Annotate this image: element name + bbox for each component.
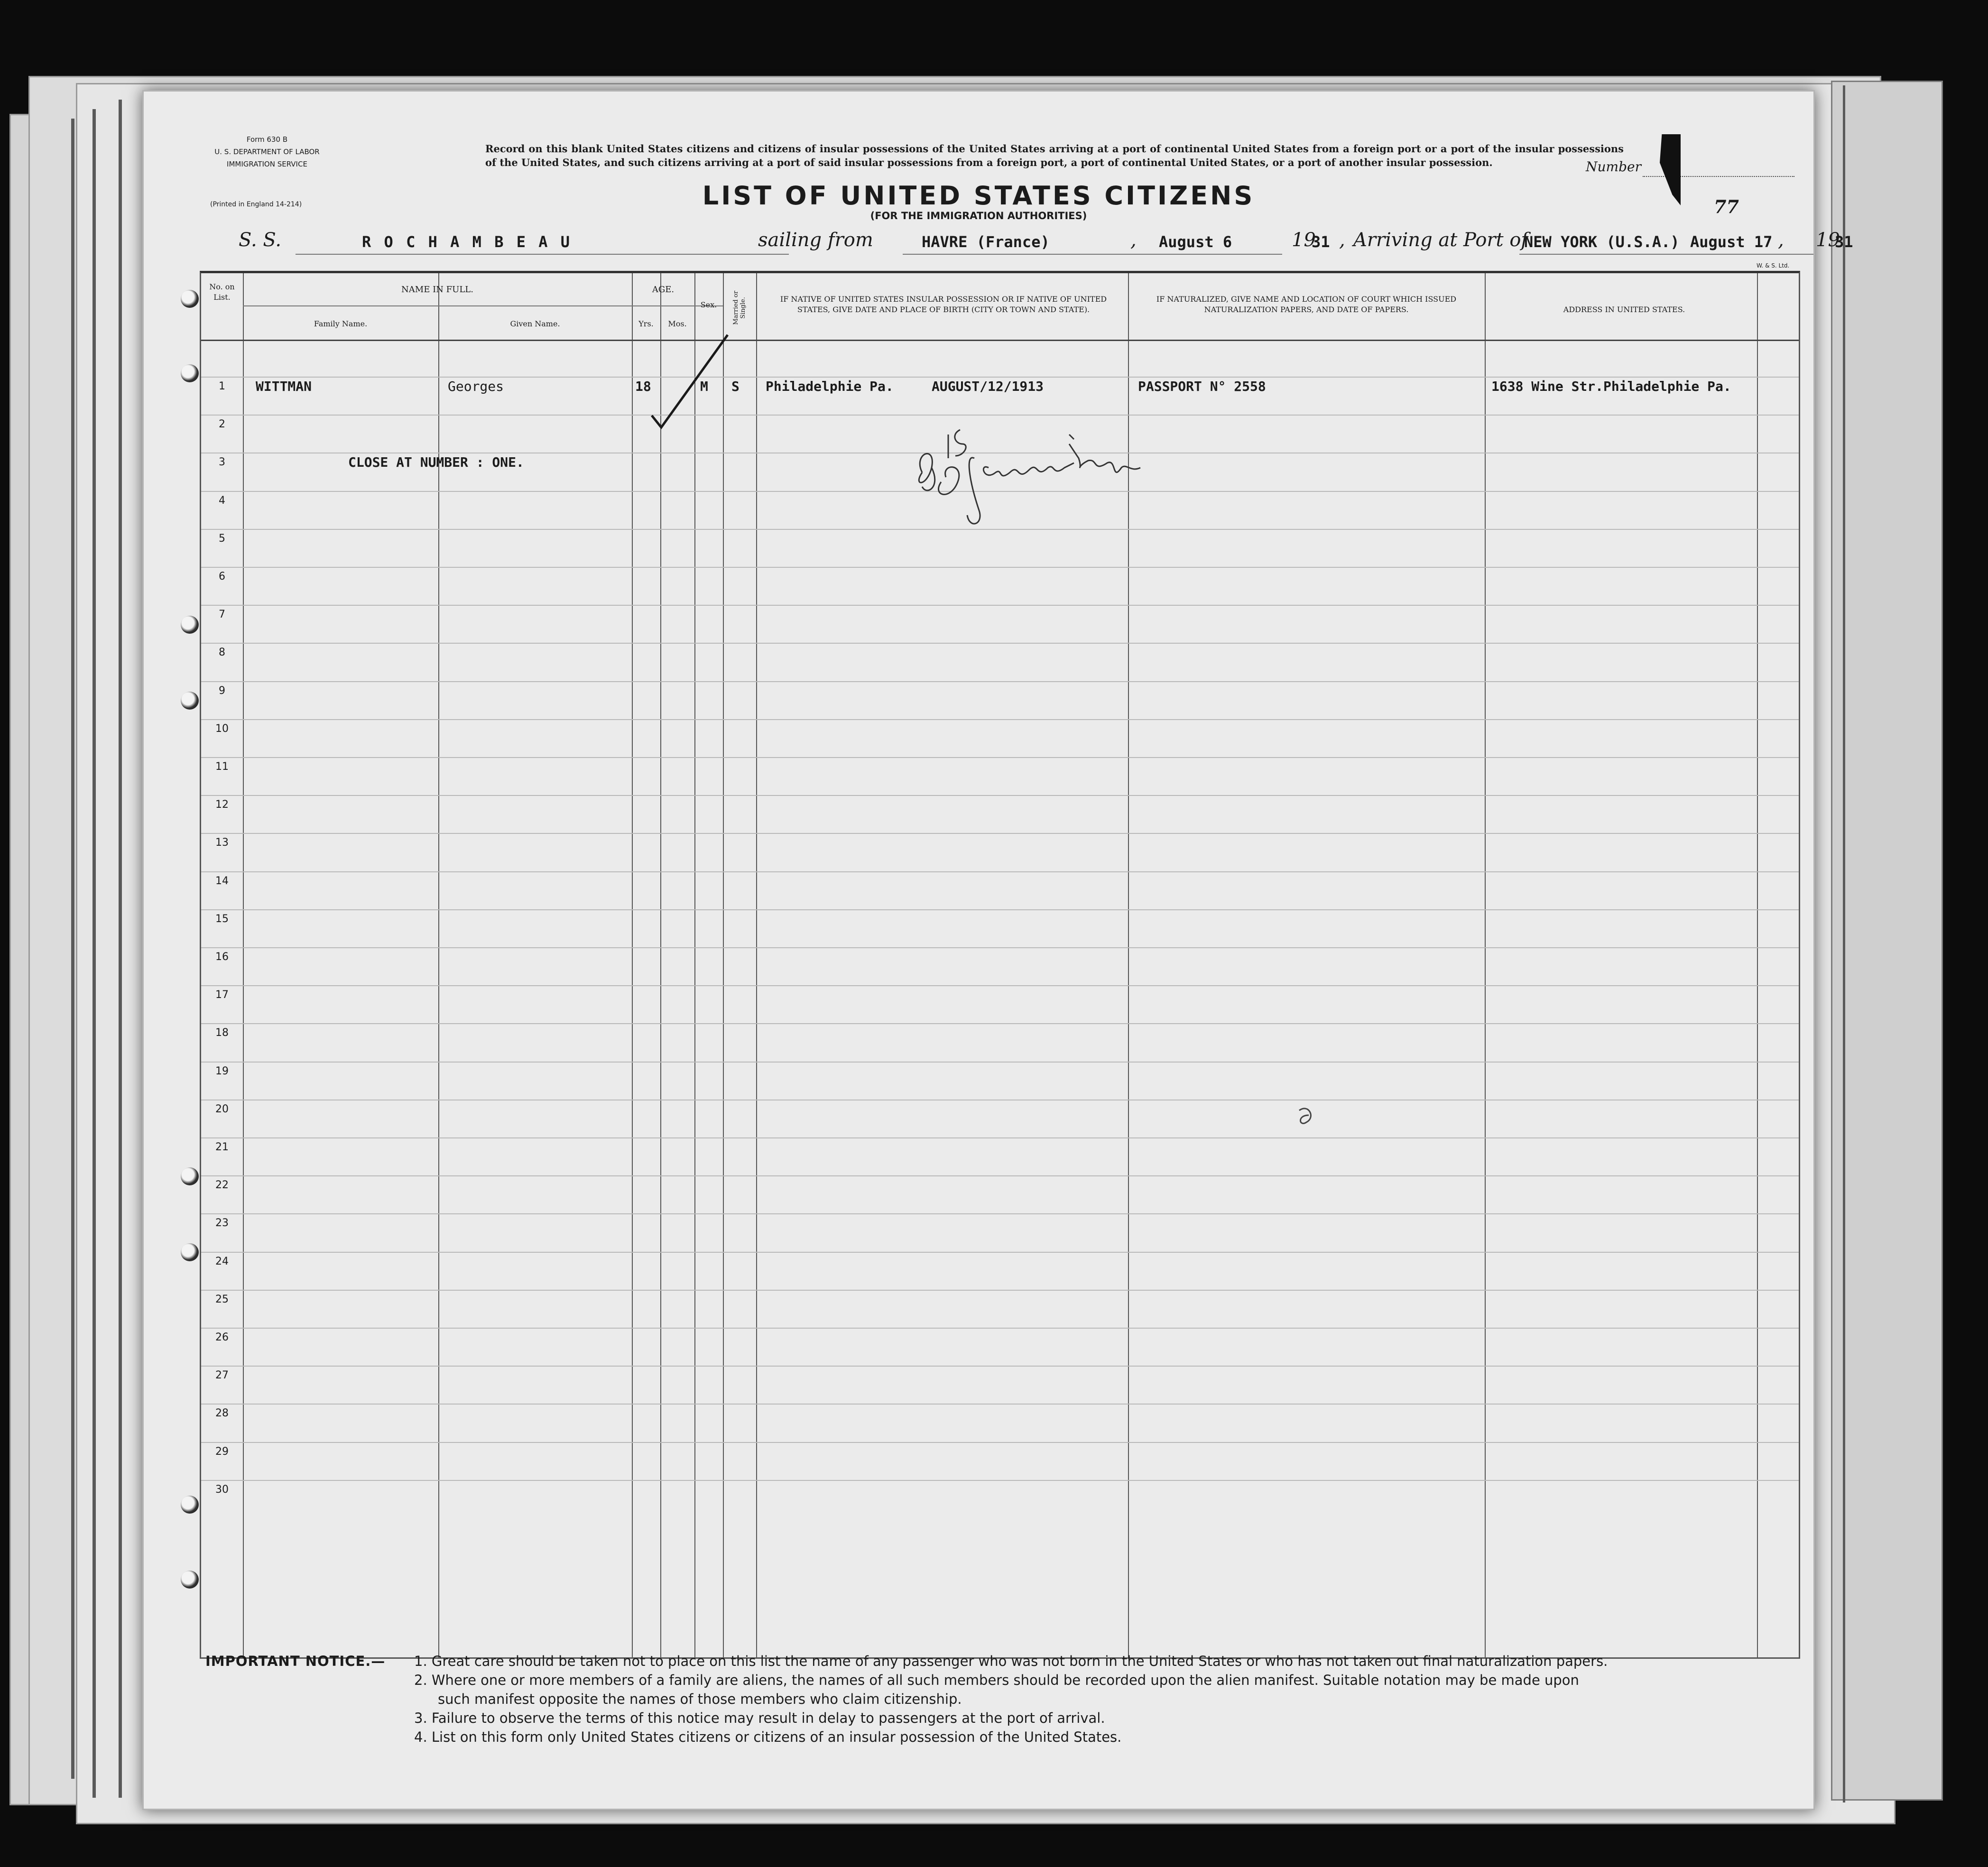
row-line (201, 1062, 1799, 1063)
column-divider (243, 273, 244, 1657)
header-name-in-full: NAME IN FULL. (401, 285, 473, 295)
row-line (201, 1442, 1799, 1443)
arrival-year: 31 (1835, 233, 1853, 251)
column-divider (694, 273, 695, 1657)
row-number: 9 (219, 684, 225, 697)
row-line (201, 719, 1799, 720)
row-number: 4 (219, 494, 225, 507)
header-birth: IF NATIVE OF UNITED STATES INSULAR POSSESSION OR IF NATIVE OF UNITED STATES, GIVE DATE AND PLACE OF BIRTH (CITY OR TOWN AND STATE). (780, 295, 1107, 314)
sailing-label: sailing from (758, 229, 873, 251)
notice-heading: IMPORTANT NOTICE.— (205, 1653, 386, 1669)
inspector-signature (903, 416, 1169, 539)
row-number: 27 (215, 1369, 229, 1382)
form-identifier (163, 133, 371, 170)
entry-given-name: Georges (448, 379, 504, 394)
notice-item-2-continued: such manifest opposite the names of those members who claim citizenship. (438, 1691, 962, 1707)
header-age: AGE. (652, 285, 675, 295)
row-line (201, 1175, 1799, 1176)
entry-sex: M (700, 379, 708, 394)
form-instructions: Record on this blank United States citizens and citizens of insular possessions of the United States arriving at a port of continental United States from a foreign port or a port of the insular possessions of the United States, and such citizens arriving at a port of said insular possessions from a foreign port, a port of continental United States, or a port of another insular possession. (485, 143, 1624, 168)
row-number: 6 (219, 571, 225, 582)
year-prefix: 19 (1816, 229, 1840, 251)
binder-hole (181, 1571, 199, 1589)
row-line (201, 1137, 1799, 1138)
departure-port: HAVRE (France) (922, 233, 1050, 251)
row-number: 29 (215, 1445, 229, 1458)
row-line (201, 833, 1799, 834)
document-subtitle: (FOR THE IMMIGRATION AUTHORITIES) (870, 210, 1087, 222)
header-given-name: Given Name. (510, 319, 560, 328)
header-no-on-list: No. on List. (209, 282, 235, 302)
ship-name: R O C H A M B E A U (362, 233, 572, 251)
ink-scribble (1292, 1101, 1325, 1129)
header-bottom-line (201, 340, 1799, 341)
row-number: 17 (215, 989, 229, 1001)
header-family-name: Family Name. (314, 319, 368, 328)
row-number: 20 (215, 1103, 229, 1115)
page-edge-line (1843, 85, 1845, 1802)
voyage-line: S. S. R O C H A M B E A U sailing from HAVRE (France) , August 6 19 31 , Arriving at Port of NEW YORK (U.S.A.) August 17 , 19 (210, 229, 1794, 262)
binder-hole (181, 692, 199, 710)
service-name: IMMIGRATION SERVICE (227, 160, 307, 168)
column-divider (723, 273, 724, 1657)
row-line (201, 985, 1799, 986)
row-line (201, 377, 1799, 378)
row-line (201, 1480, 1799, 1481)
notice-item-2: 2. Where one or more members of a family are aliens, the names of all such members should be recorded upon the alien manifest. Suitable notation may be made upon (414, 1672, 1579, 1688)
entry-address: 1638 Wine Str.Philadelphie Pa. (1491, 379, 1731, 394)
row-number: 1 (219, 380, 225, 392)
arrival-date: August 17 (1690, 233, 1773, 251)
notice-item-1: 1. Great care should be taken not to place on this list the name of any passenger who was not born in the United States or who has not taken out final naturalization papers. (414, 1653, 1608, 1669)
row-number: 30 (215, 1483, 229, 1496)
row-number: 24 (215, 1255, 229, 1267)
header-address: ADDRESS IN UNITED STATES. (1563, 305, 1685, 314)
form-number: Form 630 B (246, 135, 288, 144)
arrival-underline (1519, 254, 1813, 255)
entry-marital-status: S (731, 379, 740, 394)
row-number: 21 (215, 1141, 229, 1153)
page-edge-line (71, 119, 74, 1779)
header-married-single: Married or Single. (732, 291, 747, 325)
manifest-page (142, 90, 1853, 1810)
binder-hole (181, 1167, 199, 1185)
background-page-edge (1831, 81, 1943, 1801)
entry-birth-place: Philadelphie Pa. (766, 379, 894, 394)
printed-note: (Printed in England 14-214) (210, 201, 302, 208)
entry-family-name: WITTMAN (256, 379, 312, 394)
row-number: 10 (215, 722, 229, 735)
row-line (201, 605, 1799, 606)
row-number: 16 (215, 951, 229, 963)
page-edge-line (92, 109, 96, 1798)
document-title: LIST OF UNITED STATES CITIZENS (702, 181, 1255, 211)
column-divider (756, 273, 757, 1657)
entry-birth-date: AUGUST/12/1913 (932, 379, 1044, 394)
binder-hole (181, 1496, 199, 1514)
departure-date: August 6 (1159, 233, 1232, 251)
row-line (201, 681, 1799, 682)
arriving-label: Arriving at Port of (1353, 229, 1528, 251)
row-number: 8 (219, 647, 225, 659)
row-number: 5 (219, 532, 225, 545)
row-number: 15 (215, 913, 229, 925)
column-divider (1757, 273, 1758, 1657)
header-age-months: Mos. (668, 319, 687, 328)
notice-item-3: 3. Failure to observe the terms of this notice may result in delay to passengers at the port of arrival. (414, 1710, 1105, 1726)
row-line (201, 1290, 1799, 1291)
row-number: 26 (215, 1331, 229, 1343)
row-line (201, 567, 1799, 568)
row-number: 14 (215, 875, 229, 887)
header-subdivider (243, 305, 723, 306)
row-line (201, 1213, 1799, 1214)
row-number: 12 (215, 799, 229, 811)
header-age-years: Yrs. (638, 319, 654, 328)
page-edge-line (119, 100, 122, 1798)
header-sex: Sex. (700, 300, 717, 309)
row-number: 28 (215, 1407, 229, 1420)
column-divider (632, 273, 633, 1657)
row-line (201, 1404, 1799, 1405)
row-line (201, 757, 1799, 758)
row-line (201, 1366, 1799, 1367)
port-underline (903, 254, 1178, 255)
arrival-port: NEW YORK (U.S.A.) (1524, 233, 1680, 251)
row-number: 2 (219, 418, 225, 431)
row-line (201, 1252, 1799, 1253)
binder-hole (181, 1243, 199, 1261)
notice-item-4: 4. List on this form only United States citizens or citizens of an insular possession of the United States. (414, 1729, 1122, 1745)
number-label: Number (1586, 159, 1641, 175)
header-naturalized: IF NATURALIZED, GIVE NAME AND LOCATION OF COURT WHICH ISSUED NATURALIZATION PAPERS, AND DATE OF PAPERS. (1156, 295, 1457, 314)
binder-hole (181, 364, 199, 382)
row-number: 3 (219, 456, 225, 469)
row-number: 23 (215, 1217, 229, 1229)
year-prefix: 19 (1292, 229, 1316, 251)
row-number: 22 (215, 1179, 229, 1192)
entry-age-years: 18 (635, 379, 651, 394)
departure-year: 31 (1312, 233, 1330, 251)
ss-label: S. S. (239, 229, 282, 251)
row-line (201, 795, 1799, 796)
ship-underline (296, 254, 789, 255)
row-line (201, 643, 1799, 644)
row-number: 19 (215, 1065, 229, 1077)
row-number: 25 (215, 1293, 229, 1305)
entry-naturalization-papers: PASSPORT N° 2558 (1138, 379, 1266, 394)
printer-mark: W. & S. Ltd. (1757, 262, 1790, 269)
row-number: 7 (219, 609, 225, 621)
binder-hole (181, 290, 199, 308)
row-number: 11 (215, 761, 229, 773)
row-line (201, 1023, 1799, 1024)
close-at-note: CLOSE AT NUMBER : ONE. (348, 454, 524, 470)
column-divider (1485, 273, 1486, 1657)
date-underline (1140, 254, 1282, 255)
page-number: 77 (1714, 196, 1739, 217)
check-mark (614, 321, 775, 444)
binder-hole (181, 616, 199, 634)
row-line (201, 909, 1799, 910)
row-line (201, 1328, 1799, 1329)
passenger-table (200, 271, 1800, 1659)
column-divider (660, 273, 661, 1657)
row-number: 18 (215, 1027, 229, 1039)
row-line (201, 947, 1799, 948)
department-name: U. S. DEPARTMENT OF LABOR (214, 148, 320, 156)
row-line (201, 871, 1799, 872)
column-divider (438, 273, 439, 1657)
row-number: 13 (215, 837, 229, 849)
